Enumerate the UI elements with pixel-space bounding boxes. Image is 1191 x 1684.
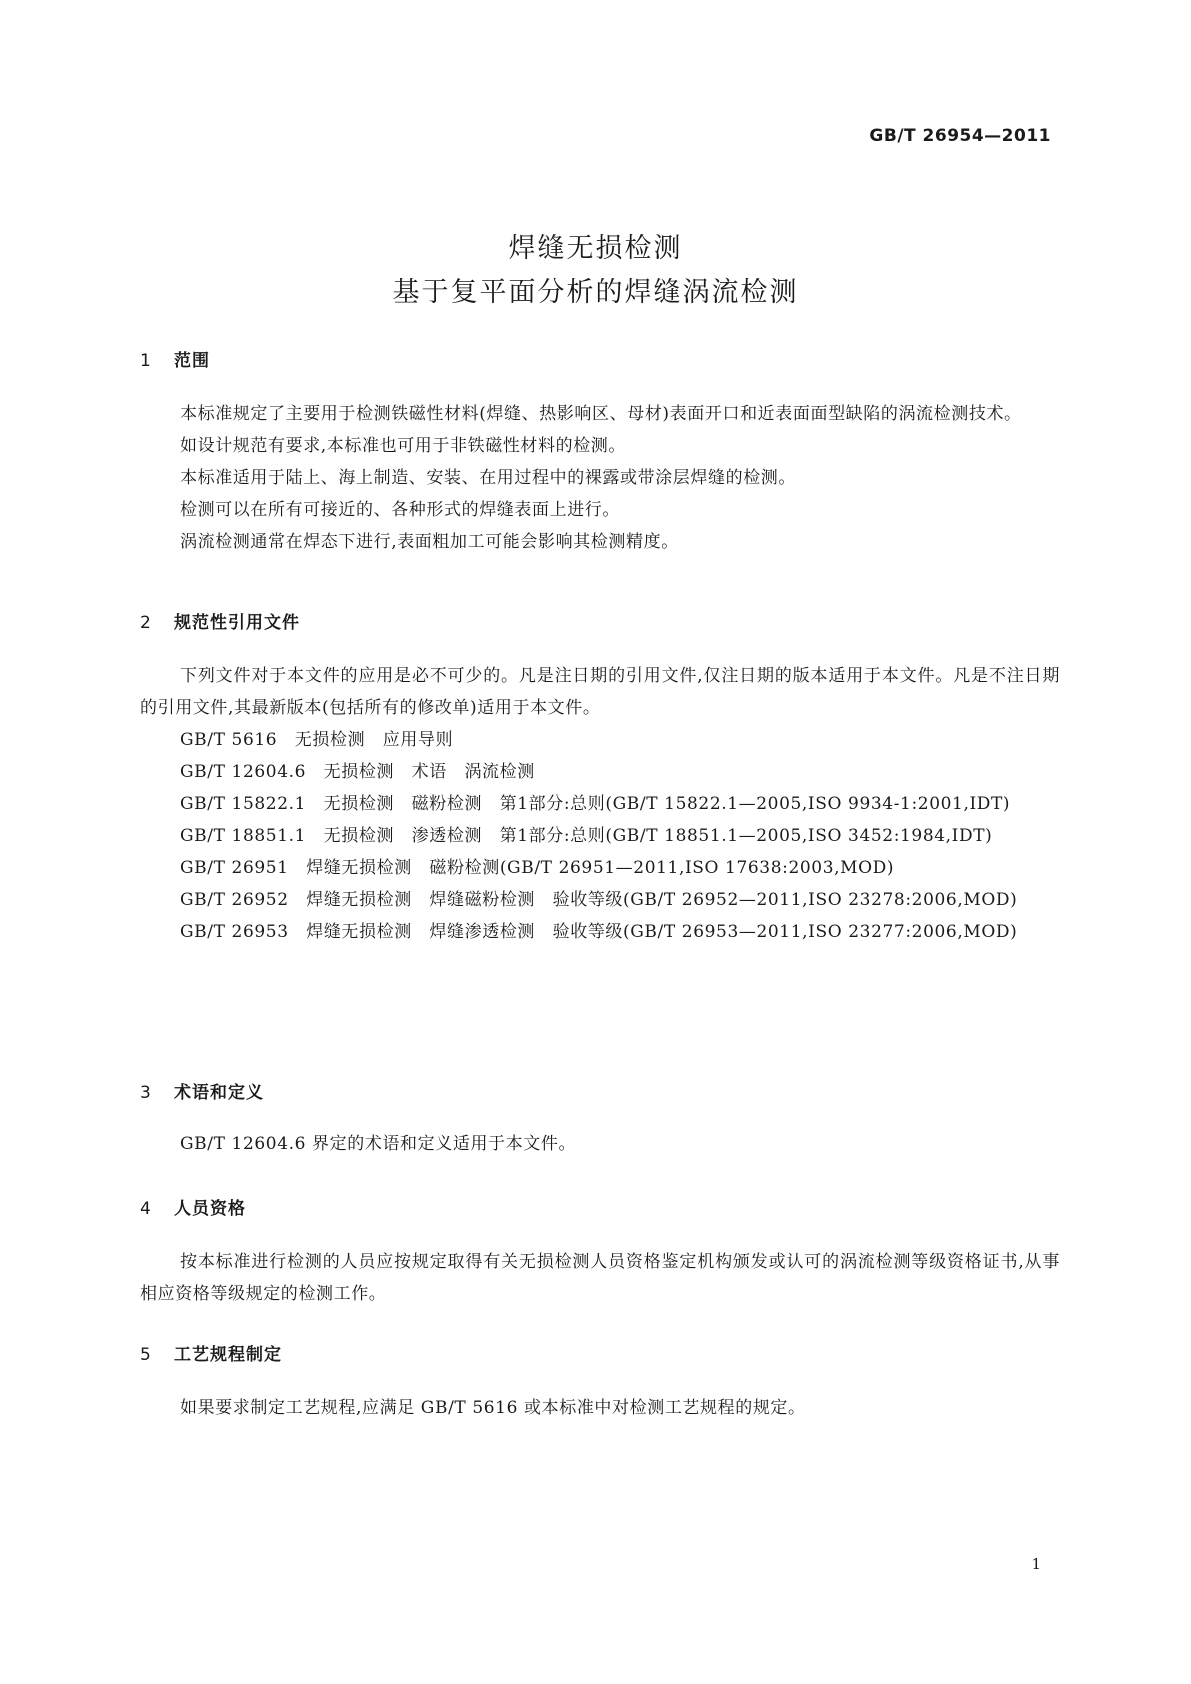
title-line-1: 焊缝无损检测 [508, 233, 683, 264]
section-2-heading [140, 608, 300, 633]
standard-code: GB/T 26954—2011 [869, 126, 1051, 146]
page-number: 1 [1031, 1555, 1041, 1573]
paragraph: 本标准适用于陆上、海上制造、安装、在用过程中的裸露或带涂层焊缝的检测。 [180, 468, 796, 488]
paragraph: 涡流检测通常在焊态下进行,表面粗加工可能会影响其检测精度。 [180, 532, 679, 552]
section-title: 术语和定义 [174, 1083, 264, 1103]
reference-item: GB/T 26953 焊缝无损检测 焊缝渗透检测 验收等级(GB/T 26953—2011,ISO 23277:2006,MOD) [180, 922, 1018, 942]
section-5-heading [140, 1340, 282, 1365]
section-number: 4 [140, 1199, 152, 1219]
reference-item: GB/T 12604.6 无损检测 术语 涡流检测 [180, 762, 535, 782]
section-4-body [140, 1246, 1060, 1310]
reference-item: GB/T 5616 无损检测 应用导则 [180, 730, 454, 750]
paragraph: 如设计规范有要求,本标准也可用于非铁磁性材料的检测。 [180, 436, 627, 456]
section-number: 3 [140, 1083, 152, 1103]
section-title: 规范性引用文件 [174, 613, 300, 633]
section-title: 工艺规程制定 [174, 1345, 282, 1365]
section-3-body [140, 1128, 1060, 1160]
paragraph: 如果要求制定工艺规程,应满足 GB/T 5616 或本标准中对检测工艺规程的规定。 [180, 1398, 806, 1418]
section-title: 人员资格 [174, 1199, 246, 1219]
reference-item: GB/T 26951 焊缝无损检测 磁粉检测(GB/T 26951—2011,ISO 17638:2003,MOD) [180, 858, 895, 878]
paragraph: GB/T 12604.6 界定的术语和定义适用于本文件。 [180, 1134, 577, 1154]
section-2-body [140, 660, 1060, 948]
paragraph: 下列文件对于本文件的应用是必不可少的。凡是注日期的引用文件,仅注日期的版本适用于本文件。凡是不注日期的引用文件,其最新版本(包括所有的修改单)适用于本文件。 [140, 666, 1060, 718]
section-5-body [140, 1392, 1060, 1424]
section-3-heading [140, 1078, 264, 1103]
title-line-2: 基于复平面分析的焊缝涡流检测 [392, 277, 799, 308]
reference-item: GB/T 15822.1 无损检测 磁粉检测 第1部分:总则(GB/T 15822.1—2005,ISO 9934-1:2001,IDT) [180, 794, 1011, 814]
paragraph: 检测可以在所有可接近的、各种形式的焊缝表面上进行。 [180, 500, 620, 520]
section-1-heading [140, 346, 210, 371]
section-1-body [140, 398, 1060, 558]
document-title [0, 227, 1191, 315]
paragraph: 按本标准进行检测的人员应按规定取得有关无损检测人员资格鉴定机构颁发或认可的涡流检测等级资格证书,从事相应资格等级规定的检测工作。 [140, 1252, 1060, 1304]
reference-item: GB/T 26952 焊缝无损检测 焊缝磁粉检测 验收等级(GB/T 26952—2011,ISO 23278:2006,MOD) [180, 890, 1018, 910]
section-4-heading [140, 1194, 246, 1219]
section-number: 1 [140, 351, 152, 371]
section-title: 范围 [174, 351, 210, 371]
section-number: 5 [140, 1345, 152, 1365]
section-number: 2 [140, 613, 152, 633]
reference-item: GB/T 18851.1 无损检测 渗透检测 第1部分:总则(GB/T 18851.1—2005,ISO 3452:1984,IDT) [180, 826, 993, 846]
paragraph: 本标准规定了主要用于检测铁磁性材料(焊缝、热影响区、母材)表面开口和近表面面型缺陷的涡流检测技术。 [180, 404, 1022, 424]
